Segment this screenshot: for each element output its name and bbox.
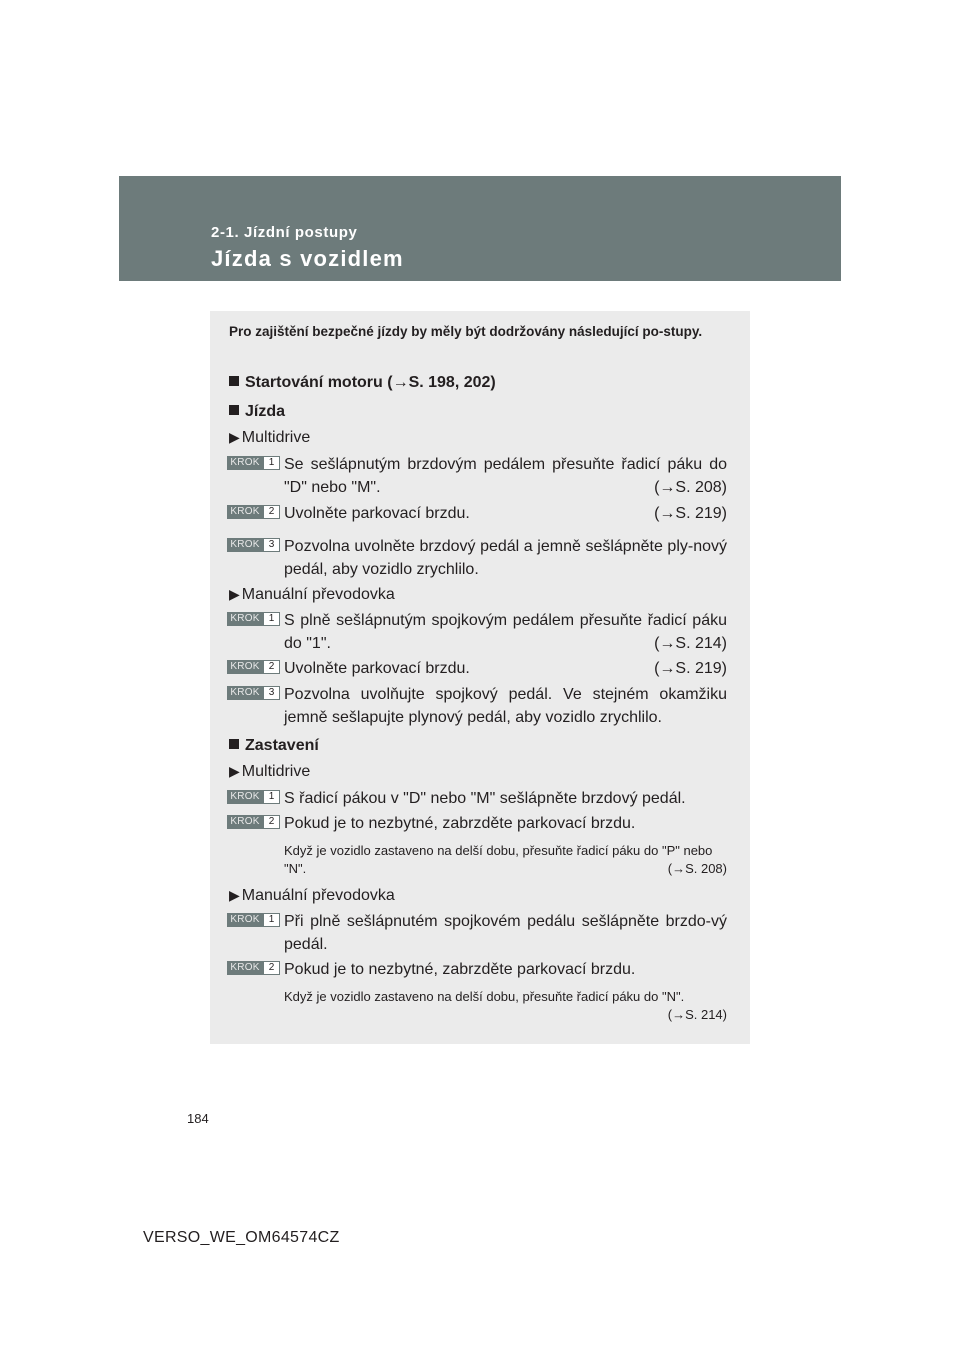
square-bullet-icon — [229, 405, 239, 415]
sub-label: Manuální převodovka — [241, 586, 395, 603]
page-reference: (→S. 208) — [654, 478, 727, 496]
step-item — [227, 658, 727, 681]
section-label: 2-1. Jízdní postupy — [211, 224, 358, 241]
step-text: Pozvolna uvolňujte spojkový pedál. Ve stejném okamžiku jemně sešlapujte plynový pedál, aby vozidlo zrychlilo. — [284, 686, 727, 726]
step-item — [227, 684, 727, 729]
step-item — [227, 454, 727, 499]
document-code: VERSO_WE_OM64574CZ — [143, 1229, 340, 1246]
step-badge: KROK 2 — [227, 660, 280, 674]
triangle-bullet-icon: ▶ — [229, 429, 240, 445]
step-text: Pozvolna uvolněte brzdový pedál a jemně sešlápněte ply-nový pedál, aby vozidlo zrychlilo. — [284, 538, 727, 578]
page-title: Jízda s vozidlem — [211, 246, 404, 271]
sub-manual-stopping — [229, 887, 395, 905]
step-badge: KROK 3 — [227, 538, 280, 552]
step-item — [227, 536, 727, 581]
page-number: 184 — [187, 1111, 209, 1126]
step-item — [227, 813, 727, 836]
step-text: Uvolněte parkovací brzdu. — [284, 505, 470, 522]
sub-label: Multidrive — [241, 763, 311, 780]
page-reference: (→S. 219) — [654, 660, 727, 677]
triangle-bullet-icon: ▶ — [229, 763, 240, 779]
step-badge: KROK 3 — [227, 686, 280, 700]
step-badge: KROK 1 — [227, 456, 280, 470]
heading-label: Jízda — [245, 403, 286, 420]
intro-text: Pro zajištění bezpečné jízdy by měly být dodržovány následující po-stupy. — [229, 324, 703, 339]
sub-multidrive-driving — [229, 429, 310, 447]
step-item — [227, 610, 727, 655]
triangle-bullet-icon: ▶ — [229, 586, 240, 602]
note-text: Když je vozidlo zastaveno na delší dobu, přesuňte řadicí páku do "P" nebo "N". — [284, 843, 713, 876]
step-text: S řadicí pákou v "D" nebo "M" sešlápněte brzdový pedál. — [284, 790, 686, 807]
step-text: Pokud je to nezbytné, zabrzděte parkovací brzdu. — [284, 815, 636, 832]
heading-engine-start — [229, 374, 496, 392]
step-item — [227, 788, 727, 811]
step-item — [227, 911, 727, 956]
heading-stopping — [229, 737, 319, 755]
page-reference: (→S. 214) — [667, 1007, 727, 1022]
page-reference: (→S. 208) — [667, 861, 727, 876]
sub-label: Multidrive — [241, 429, 311, 446]
step-text: Se sešlápnutým brzdovým pedálem přesuňte řadicí páku do "D" nebo "M". — [284, 456, 727, 496]
step-item — [227, 959, 727, 982]
chapter-header — [119, 176, 841, 281]
sub-label: Manuální převodovka — [241, 887, 395, 904]
step-badge: KROK 2 — [227, 961, 280, 975]
sub-manual-driving — [229, 586, 395, 604]
step-badge: KROK 1 — [227, 790, 280, 804]
step-badge: KROK 2 — [227, 505, 280, 519]
step-text: Při plně sešlápnutém spojkovém pedálu sešlápněte brzdo-vý pedál. — [284, 913, 727, 953]
sub-multidrive-stopping — [229, 763, 310, 781]
heading-label: Zastavení — [245, 737, 319, 754]
step-note — [284, 842, 727, 878]
page-reference: (→S. 214) — [654, 634, 727, 652]
square-bullet-icon — [229, 376, 239, 386]
square-bullet-icon — [229, 739, 239, 749]
step-text: Uvolněte parkovací brzdu. — [284, 660, 470, 677]
heading-driving — [229, 403, 285, 421]
step-text: Pokud je to nezbytné, zabrzděte parkovací brzdu. — [284, 961, 636, 978]
heading-label: Startování motoru (→S. 198, 202) — [245, 374, 496, 391]
page-reference: (→S. 219) — [654, 505, 727, 522]
step-note — [284, 988, 727, 1024]
step-badge: KROK 1 — [227, 913, 280, 927]
step-text: S plně sešlápnutým spojkovým pedálem přesuňte řadicí páku do "1". — [284, 612, 727, 652]
step-badge: KROK 1 — [227, 612, 280, 626]
step-badge: KROK 2 — [227, 815, 280, 829]
content-panel — [210, 311, 750, 1044]
step-item — [227, 503, 727, 526]
triangle-bullet-icon: ▶ — [229, 887, 240, 903]
note-text: Když je vozidlo zastaveno na delší dobu, přesuňte řadicí páku do "N". — [284, 989, 685, 1004]
